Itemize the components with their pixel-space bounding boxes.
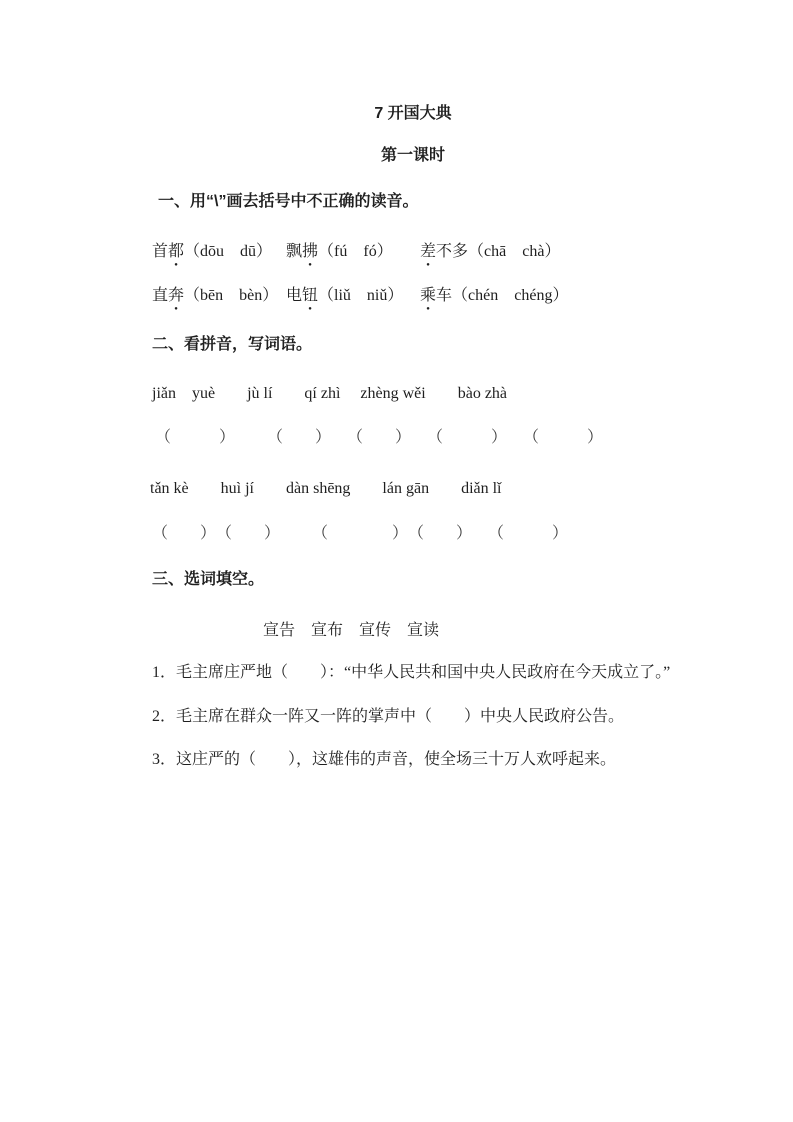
emphasized-char: 乘 ● [420, 286, 436, 305]
word-pre: 电 [286, 287, 303, 304]
word-post: 车 [436, 287, 453, 304]
pronunciation-row-1 [152, 242, 712, 264]
pinyin-choices: （chén chéng） [452, 287, 569, 304]
emphasized-char: 都 ● [168, 242, 184, 261]
word-pre: 直 [152, 287, 169, 304]
section-three-heading: 三、选词填空。 [152, 571, 265, 588]
emphasized-char: 拂 ● [302, 242, 318, 261]
word-pre: 首 [152, 243, 169, 260]
word-post: 不多 [436, 243, 469, 260]
fill-in-sentence-2: 2．毛主席在群众一阵又一阵的掌声中（ ）中央人民政府公告。 [152, 708, 625, 725]
pronunciation-item-piaofu [286, 242, 393, 261]
pinyin-choices: （dōu dū） [184, 243, 273, 260]
pronunciation-item-dianniu [286, 286, 403, 305]
pronunciation-item-chabuduo [420, 242, 560, 261]
answer-blanks-line-1: （ ） （ ） （ ） （ ） （ ） [155, 429, 604, 446]
pinyin-choices: （chā chà） [468, 243, 561, 260]
pinyin-line-2: tǎn kè huì jí dàn shēng lán gān diǎn lǐ [150, 480, 502, 497]
lesson-title: 7 开国大典 [374, 105, 452, 122]
fill-in-sentence-3: 3．这庄严的（ ），这雄伟的声音，使全场三十万人欢呼起来。 [152, 751, 617, 768]
emphasized-char: 奔 ● [168, 286, 184, 305]
pronunciation-row-2 [152, 286, 712, 308]
answer-blanks-line-2: （ ） （ ） （ ） （ ） （ ） [152, 525, 569, 542]
fill-in-sentence-1: 1．毛主席庄严地（ ）：“中华人民共和国中央人民政府在今天成立了。” [152, 664, 671, 681]
pinyin-line-1: jiǎn yuè jù lí qí zhì zhèng wěi bào zhà [152, 385, 508, 402]
pronunciation-item-zhiben [152, 286, 278, 305]
pinyin-choices: （fú fó） [318, 243, 393, 260]
emphasized-char: 差 ● [420, 242, 436, 261]
pronunciation-item-chengche [420, 286, 568, 305]
lesson-subtitle: 第一课时 [380, 147, 445, 164]
section-two-heading: 二、看拼音，写词语。 [152, 336, 313, 353]
word-choice-options: 宣告 宣布 宣传 宣读 [263, 622, 440, 639]
word-pre: 飘 [286, 243, 303, 260]
pinyin-choices: （liǔ niǔ） [318, 287, 404, 304]
emphasized-char: 钮 ● [302, 286, 318, 305]
pronunciation-item-shoudu [152, 242, 272, 261]
pinyin-choices: （bēn bèn） [184, 287, 279, 304]
section-one-heading: 一、用“\”画去括号中不正确的读音。 [158, 193, 419, 210]
